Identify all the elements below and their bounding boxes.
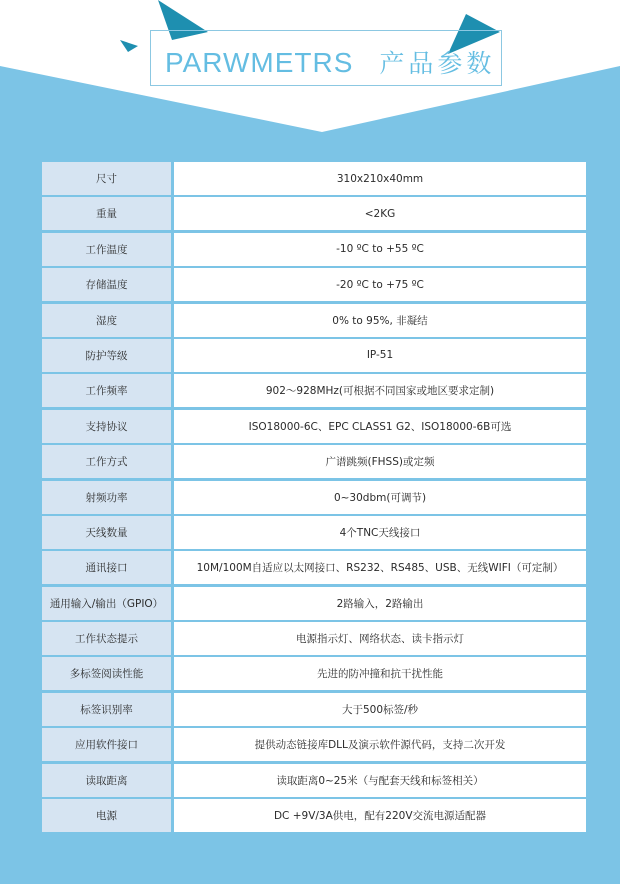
spec-row: [42, 197, 586, 230]
spec-table: [42, 162, 586, 834]
spec-value: 902～928MHz(可根据不同国家或地区要求定制): [174, 374, 586, 407]
spec-key: 防护等级: [42, 339, 171, 372]
spec-row: [42, 587, 586, 620]
spec-value: 先进的防冲撞和抗干扰性能: [174, 657, 586, 690]
spec-row: [42, 551, 586, 584]
spec-key: 通用输入/输出（GPIO）: [42, 587, 171, 620]
spec-row: [42, 339, 586, 372]
spec-key: 射频功率: [42, 481, 171, 514]
spec-value: 2路输入，2路输出: [174, 587, 586, 620]
spec-row: [42, 516, 586, 549]
spec-value: 310x210x40mm: [174, 162, 586, 195]
spec-key: 工作方式: [42, 445, 171, 478]
spec-row: [42, 764, 586, 797]
spec-value: 0% to 95%, 非凝结: [174, 304, 586, 337]
spec-value: <2KG: [174, 197, 586, 230]
spec-row: [42, 728, 586, 761]
spec-row: [42, 162, 586, 195]
spec-row: [42, 268, 586, 301]
spec-row: [42, 799, 586, 832]
spec-value: -10 ºC to +55 ºC: [174, 233, 586, 266]
page-title: [165, 44, 495, 80]
spec-key: 湿度: [42, 304, 171, 337]
spec-key: 通讯接口: [42, 551, 171, 584]
spec-value: IP-51: [174, 339, 586, 372]
spec-key: 天线数量: [42, 516, 171, 549]
title-english: PARWMETRS: [165, 47, 354, 78]
spec-row: [42, 622, 586, 655]
spec-value: DC +9V/3A供电，配有220V交流电源适配器: [174, 799, 586, 832]
spec-value: 4个TNC天线接口: [174, 516, 586, 549]
spec-key: 重量: [42, 197, 171, 230]
spec-key: 多标签阅读性能: [42, 657, 171, 690]
spec-key: 应用软件接口: [42, 728, 171, 761]
spec-value: 广谱跳频(FHSS)或定频: [174, 445, 586, 478]
spec-row: [42, 233, 586, 266]
spec-key: 存储温度: [42, 268, 171, 301]
spec-value: 电源指示灯、网络状态、读卡指示灯: [174, 622, 586, 655]
title-chinese: 产品参数: [379, 49, 496, 78]
spec-value: 提供动态链接库DLL及演示软件源代码，支持二次开发: [174, 728, 586, 761]
spec-value: ISO18000-6C、EPC CLASS1 G2、ISO18000-6B可选: [174, 410, 586, 443]
spec-row: [42, 410, 586, 443]
spec-value: -20 ºC to +75 ºC: [174, 268, 586, 301]
spec-key: 工作状态提示: [42, 622, 171, 655]
spec-key: 支持协议: [42, 410, 171, 443]
spec-key: 电源: [42, 799, 171, 832]
spec-key: 工作温度: [42, 233, 171, 266]
spec-row: [42, 374, 586, 407]
spec-row: [42, 481, 586, 514]
spec-row: [42, 693, 586, 726]
spec-value: 0~30dbm(可调节): [174, 481, 586, 514]
spec-value: 10M/100M自适应以太网接口、RS232、RS485、USB、无线WIFI（可定制）: [174, 551, 586, 584]
spec-key: 读取距离: [42, 764, 171, 797]
spec-row: [42, 445, 586, 478]
spec-value: 大于500标签/秒: [174, 693, 586, 726]
spec-row: [42, 657, 586, 690]
spec-value: 读取距离0~25米（与配套天线和标签相关）: [174, 764, 586, 797]
spec-key: 工作频率: [42, 374, 171, 407]
spec-key: 标签识别率: [42, 693, 171, 726]
spec-row: [42, 304, 586, 337]
spec-key: 尺寸: [42, 162, 171, 195]
